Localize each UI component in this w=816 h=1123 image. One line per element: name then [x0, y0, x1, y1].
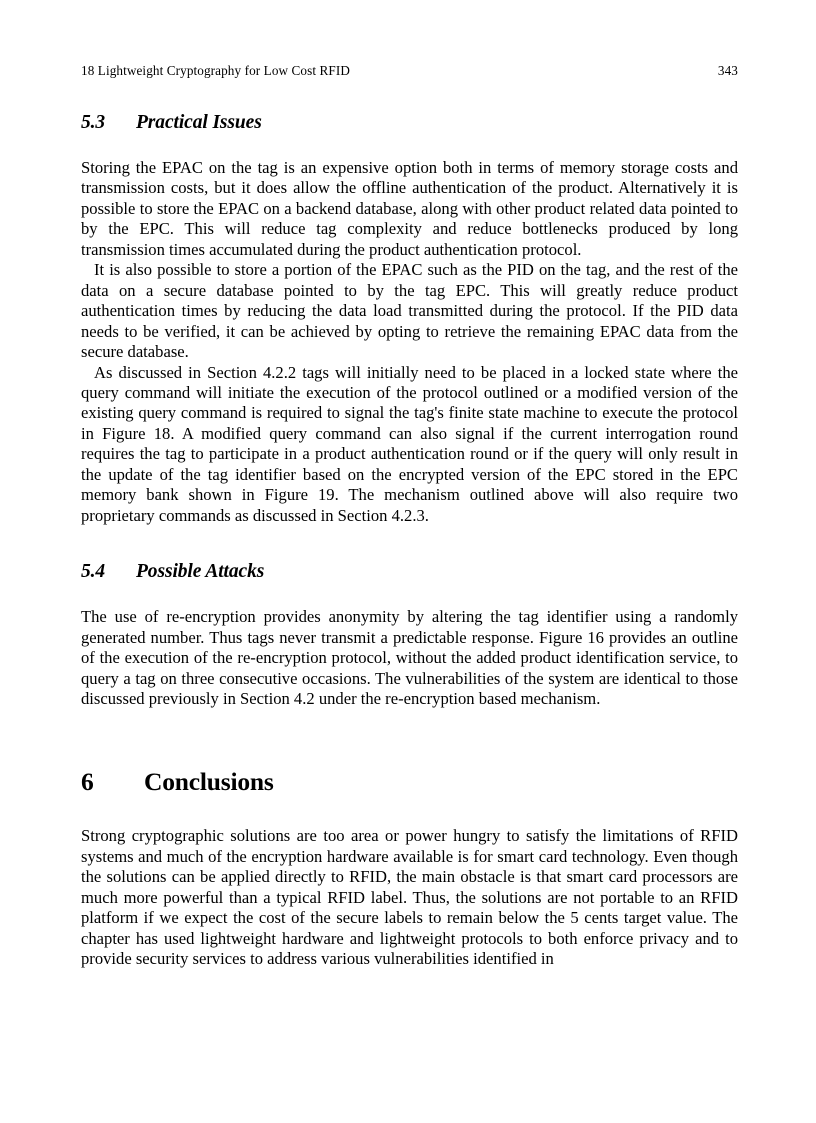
paragraph-6-1: Strong cryptographic solutions are too area or power hungry to satisfy the limitations of RFID systems and much of the encryption hardware available is for smart card technology. Even though the solutions can be applied directly to RFID, the main obstacle is that smart card processors are much more powerful than a typical RFID label. Thus, the solutions are not portable to an RFID platform if we expect the cost of the secure labels to remain below the 5 cents target value. The chapter has used lightweight hardware and lightweight protocols to both enforce privacy and to provide security services to address various vulnerabilities identified in [81, 826, 738, 969]
page-number: 343 [717, 63, 738, 78]
section-number-5-3: 5.3 [81, 112, 106, 133]
running-head-title: 18 Lightweight Cryptography for Low Cost RFID [81, 63, 350, 78]
section-heading-5-4 [81, 559, 738, 585]
body-flow [81, 100, 738, 970]
running-head [81, 62, 738, 80]
section-title-5-3: Practical Issues [136, 112, 262, 133]
section-heading-6 [81, 766, 738, 798]
paragraph-5-3-2: It is also possible to store a portion of the EPAC such as the PID on the tag, and the rest of the data on a secure database pointed to by the tag EPC. This will greatly reduce product authentication times by reducing the data load transmitted during the protocol. If the PID data needs to be verified, it can be achieved by opting to retrieve the remaining EPAC data from the secure database. [81, 260, 738, 362]
section-number-5-4: 5.4 [81, 561, 106, 583]
paragraph-5-3-1: Storing the EPAC on the tag is an expensive option both in terms of memory storage costs and transmission costs, but it does allow the offline authentication of the product. Alternatively it is possible to store the EPAC on a backend database, along with other product related data pointed to by the EPC. This will reduce tag complexity and reduce bottlenecks produced by long transmission times accumulated during the product authentication protocol. [81, 158, 738, 259]
section-title-6: Conclusions [144, 767, 274, 797]
section-number-6: 6 [81, 767, 94, 797]
paragraph-5-4-1: The use of re-encryption provides anonymity by altering the tag identifier using a randomly generated number. Thus tags never transmit a predictable response. Figure 16 provides an outline of the execution of the re-encryption protocol, without the added product identification service, to query a tag on three consecutive occasions. The vulnerabilities of the system are identical to those discussed previously in Section 4.2 under the re-encryption based mechanism. [81, 607, 738, 708]
section-heading-5-3 [81, 110, 738, 136]
paragraph-5-3-3: As discussed in Section 4.2.2 tags will initially need to be placed in a locked state where the query command will initiate the execution of the protocol outlined or a modified version of the existing query command is required to signal the tag's finite state machine to execute the protocol in Figure 18. A modified query command can also signal if the current interrogation round requires the tag to participate in a product authentication round or if the query will only result in the update of the tag identifier based on the encrypted version of the EPC stored in the EPC memory bank shown in Figure 19. The mechanism outlined above will also require two proprietary commands as discussed in Section 4.2.3. [81, 362, 738, 525]
section-title-5-4: Possible Attacks [136, 561, 265, 583]
